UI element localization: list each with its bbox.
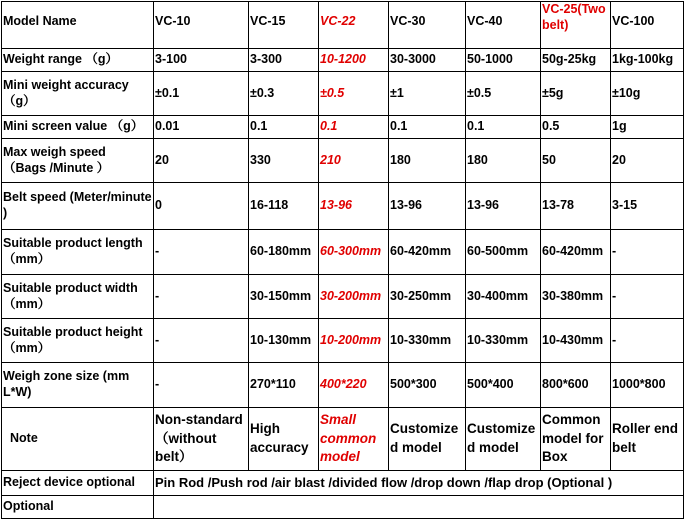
header-label: Model Name	[3, 14, 77, 28]
table-cell: -	[611, 275, 684, 319]
model-header: VC-100	[611, 2, 684, 49]
table-cell: 13-96	[389, 183, 466, 230]
reject-value: Pin Rod /Push rod /air blast /divided flow /drop down /flap drop (Optional )	[154, 471, 684, 496]
spec-table	[1, 1, 684, 519]
reject-row	[2, 471, 684, 496]
model-header: VC-15	[249, 2, 319, 49]
table-cell: 180	[389, 139, 466, 183]
note-cell: High accuracy	[249, 408, 319, 471]
table-row	[2, 72, 684, 116]
table-cell: 30-380mm	[541, 275, 611, 319]
table-cell: 270*110	[249, 363, 319, 408]
table-cell: -	[611, 230, 684, 275]
table-cell-highlight: 10-1200	[319, 49, 389, 72]
table-cell: 10-330mm	[389, 319, 466, 363]
table-cell: 50	[541, 139, 611, 183]
table-cell: 3-300	[249, 49, 319, 72]
table-row	[2, 116, 684, 139]
optional-value	[154, 496, 684, 519]
table-cell: ±1	[389, 72, 466, 116]
note-cell: Roller end belt	[611, 408, 684, 471]
table-cell: 60-500mm	[466, 230, 541, 275]
table-cell: 3-100	[154, 49, 249, 72]
row-label: Suitable product length （mm）	[2, 230, 154, 275]
model-header-highlight: VC-25(Two belt)	[541, 2, 611, 49]
row-label: Weigh zone size (mm L*W)	[2, 363, 154, 408]
table-row	[2, 183, 684, 230]
model-header: VC-10	[154, 2, 249, 49]
table-cell: -	[154, 275, 249, 319]
table-row	[2, 49, 684, 72]
table-cell-highlight: 60-300mm	[319, 230, 389, 275]
table-cell: -	[154, 319, 249, 363]
table-row	[2, 139, 684, 183]
model-header-highlight: VC-22	[319, 2, 389, 49]
table-cell: 50-1000	[466, 49, 541, 72]
table-cell-highlight: 13-96	[319, 183, 389, 230]
table-row	[2, 230, 684, 275]
table-cell: 500*300	[389, 363, 466, 408]
table-cell: 20	[611, 139, 684, 183]
table-cell: 180	[466, 139, 541, 183]
model-header: VC-30	[389, 2, 466, 49]
note-cell: Common model for Box	[541, 408, 611, 471]
table-cell: 0.1	[466, 116, 541, 139]
table-cell-highlight: ±0.5	[319, 72, 389, 116]
table-cell: 30-400mm	[466, 275, 541, 319]
table-cell-highlight: 30-200mm	[319, 275, 389, 319]
table-row	[2, 319, 684, 363]
table-cell: ±10g	[611, 72, 684, 116]
table-cell: 13-78	[541, 183, 611, 230]
table-cell: 16-118	[249, 183, 319, 230]
note-cell: Customized model	[466, 408, 541, 471]
table-cell: 330	[249, 139, 319, 183]
header-row	[2, 2, 684, 49]
table-cell: 0.5	[541, 116, 611, 139]
table-cell: 30-250mm	[389, 275, 466, 319]
model-header: VC-40	[466, 2, 541, 49]
table-cell: 1kg-100kg	[611, 49, 684, 72]
table-cell: 60-420mm	[541, 230, 611, 275]
table-cell: 10-430mm	[541, 319, 611, 363]
table-cell-highlight: 400*220	[319, 363, 389, 408]
table-cell: 0.1	[389, 116, 466, 139]
table-cell: 1000*800	[611, 363, 684, 408]
row-label: Belt speed (Meter/minute )	[2, 183, 154, 230]
row-label: Weight range （g）	[2, 49, 154, 72]
table-cell-highlight: 10-200mm	[319, 319, 389, 363]
table-cell-highlight: 0.1	[319, 116, 389, 139]
table-cell: 500*400	[466, 363, 541, 408]
optional-label: Optional	[2, 496, 154, 519]
table-row	[2, 363, 684, 408]
table-cell: 800*600	[541, 363, 611, 408]
row-label: Max weigh speed （Bags /Minute ）	[2, 139, 154, 183]
optional-row	[2, 496, 684, 519]
table-cell: 0.1	[249, 116, 319, 139]
note-cell: Customized model	[389, 408, 466, 471]
table-cell-highlight: 210	[319, 139, 389, 183]
table-cell: 10-330mm	[466, 319, 541, 363]
row-label: Suitable product height （mm）	[2, 319, 154, 363]
reject-label: Reject device optional	[2, 471, 154, 496]
table-row	[2, 275, 684, 319]
table-cell: 13-96	[466, 183, 541, 230]
row-label: Mini weight accuracy （g）	[2, 72, 154, 116]
table-cell: ±5g	[541, 72, 611, 116]
table-cell: -	[611, 319, 684, 363]
table-cell: -	[154, 230, 249, 275]
row-label: Mini screen value （g）	[2, 116, 154, 139]
table-cell: 3-15	[611, 183, 684, 230]
table-cell: ±0.5	[466, 72, 541, 116]
table-cell: ±0.3	[249, 72, 319, 116]
table-cell: 0	[154, 183, 249, 230]
table-cell: 0.01	[154, 116, 249, 139]
table-cell: 10-130mm	[249, 319, 319, 363]
table-cell: 60-420mm	[389, 230, 466, 275]
header-label-cell	[2, 2, 154, 49]
row-label: Suitable product width （mm）	[2, 275, 154, 319]
table-cell: 60-180mm	[249, 230, 319, 275]
note-cell-highlight: Small common model	[319, 408, 389, 471]
note-row	[2, 408, 684, 471]
table-cell: 30-3000	[389, 49, 466, 72]
table-cell: 1g	[611, 116, 684, 139]
note-cell: Non-standard （without belt）	[154, 408, 249, 471]
table-cell: 50g-25kg	[541, 49, 611, 72]
table-cell: -	[154, 363, 249, 408]
table-cell: ±0.1	[154, 72, 249, 116]
table-cell: 20	[154, 139, 249, 183]
table-cell: 30-150mm	[249, 275, 319, 319]
note-label: Note	[2, 408, 154, 471]
